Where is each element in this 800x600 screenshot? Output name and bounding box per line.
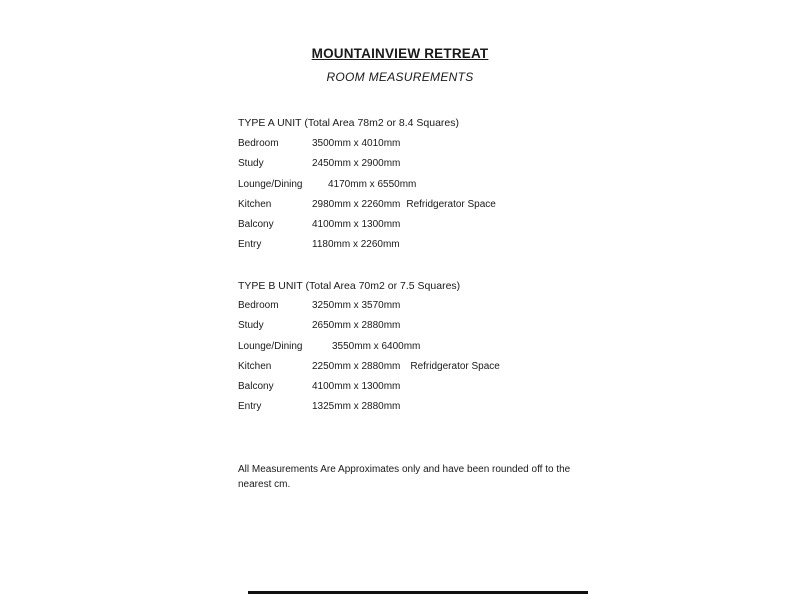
room-note: Refridgerator Space	[406, 199, 496, 210]
room-note: Refridgerator Space	[410, 361, 500, 372]
room-name: Lounge/Dining	[238, 179, 303, 190]
document-subtitle: ROOM MEASUREMENTS	[326, 70, 474, 84]
room-name: Study	[238, 320, 264, 331]
room-dimensions: 1325mm x 2880mm	[312, 401, 401, 412]
footnote: All Measurements Are Approximates only and have been rounded off to the nearest cm.	[238, 464, 571, 490]
room-name: Kitchen	[238, 361, 272, 372]
room-dimensions: 4100mm x 1300mm	[312, 219, 401, 230]
document-title: MOUNTAINVIEW RETREAT	[311, 46, 489, 61]
room-dimensions: 2450mm x 2900mm	[312, 158, 401, 169]
room-dimensions: 2650mm x 2880mm	[312, 320, 401, 331]
room-name: Entry	[238, 401, 262, 412]
room-row	[238, 300, 408, 311]
room-dimensions: 3250mm x 3570mm	[312, 300, 401, 311]
room-row	[238, 361, 500, 372]
room-name: Kitchen	[238, 199, 272, 210]
room-row	[238, 158, 408, 169]
room-name: Study	[238, 158, 264, 169]
room-dimensions: 2980mm x 2260mm	[312, 199, 401, 210]
room-row	[238, 401, 408, 412]
room-dimensions: 4170mm x 6550mm	[328, 179, 417, 190]
unit-a-heading: TYPE A UNIT (Total Area 78m2 or 8.4 Squares)	[238, 117, 459, 129]
room-dimensions: 3500mm x 4010mm	[312, 138, 401, 149]
room-name: Lounge/Dining	[238, 341, 303, 352]
room-name: Bedroom	[238, 138, 279, 149]
room-row	[238, 219, 408, 230]
room-name: Entry	[238, 239, 262, 250]
room-name: Balcony	[238, 219, 274, 230]
room-row	[238, 320, 408, 331]
room-row	[238, 138, 408, 149]
bottom-rule	[248, 591, 588, 594]
room-dimensions: 4100mm x 1300mm	[312, 381, 401, 392]
unit-b-heading: TYPE B UNIT (Total Area 70m2 or 7.5 Squares)	[238, 280, 461, 292]
room-row	[238, 381, 408, 392]
room-row	[238, 199, 496, 210]
room-row	[238, 239, 408, 250]
room-name: Balcony	[238, 381, 274, 392]
room-name: Bedroom	[238, 300, 279, 311]
room-dimensions: 3550mm x 6400mm	[332, 341, 421, 352]
document-page	[190, 0, 610, 600]
room-row	[238, 341, 428, 352]
room-dimensions: 1180mm x 2260mm	[312, 239, 400, 250]
room-row	[238, 179, 424, 190]
room-dimensions: 2250mm x 2880mm	[312, 361, 401, 372]
